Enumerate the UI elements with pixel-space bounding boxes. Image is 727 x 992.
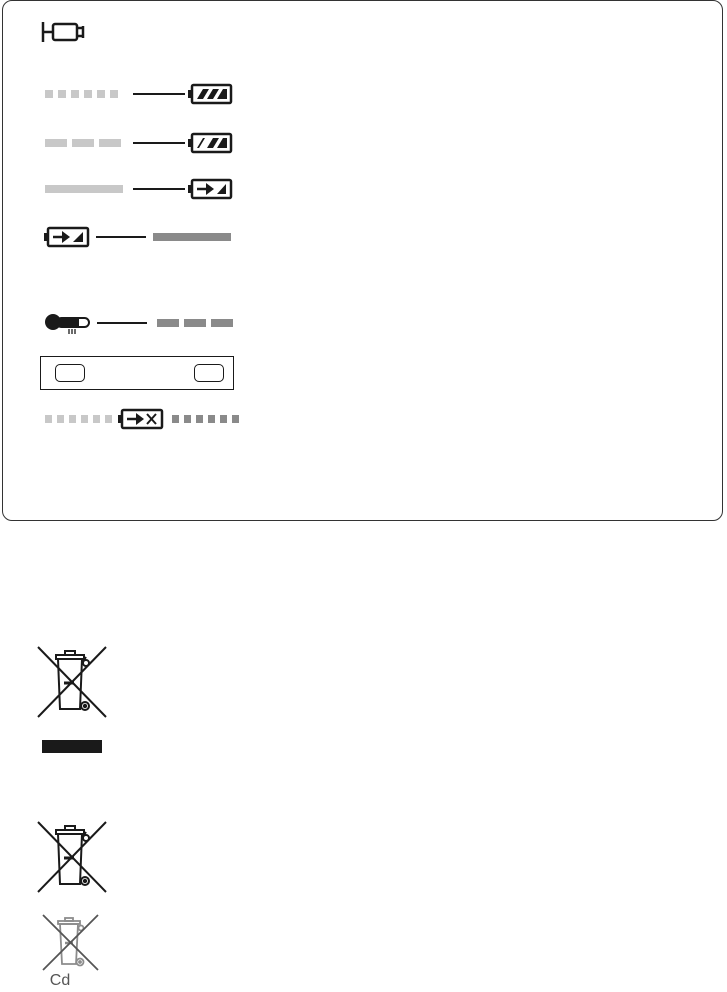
connector-line	[133, 142, 185, 144]
battery-discharging-icon	[43, 226, 91, 248]
steady-dark-led	[153, 233, 231, 241]
power-plug-icon	[40, 18, 90, 46]
right-button-outline	[194, 364, 224, 382]
connector-line	[133, 188, 185, 190]
crossed-wheelie-bin-faded-icon	[40, 912, 102, 974]
blinking-light-led	[45, 415, 115, 423]
crossed-wheelie-bin-icon	[34, 643, 110, 721]
battery-error-icon	[117, 408, 165, 430]
left-button-outline	[55, 364, 85, 382]
crossed-wheelie-bin-icon	[34, 818, 110, 896]
connector-line	[97, 322, 147, 324]
battery-charged-icon	[187, 178, 233, 200]
disposal-black-bar	[42, 740, 102, 753]
connector-line	[96, 236, 146, 238]
connector-line	[133, 93, 185, 95]
battery-full-icon	[187, 83, 233, 105]
two-button-rectangle	[40, 356, 234, 390]
slow-blinking-light-led	[45, 90, 125, 98]
cadmium-label: Cd	[49, 972, 71, 989]
steady-light-led	[45, 185, 123, 193]
indicator-legend-panel	[2, 0, 723, 521]
blinking-dark-led	[172, 415, 242, 423]
blinking-dark-led	[157, 319, 235, 327]
battery-charging-icon	[187, 132, 233, 154]
thermometer-hot-icon	[43, 312, 93, 336]
fast-blinking-light-led	[45, 139, 125, 147]
